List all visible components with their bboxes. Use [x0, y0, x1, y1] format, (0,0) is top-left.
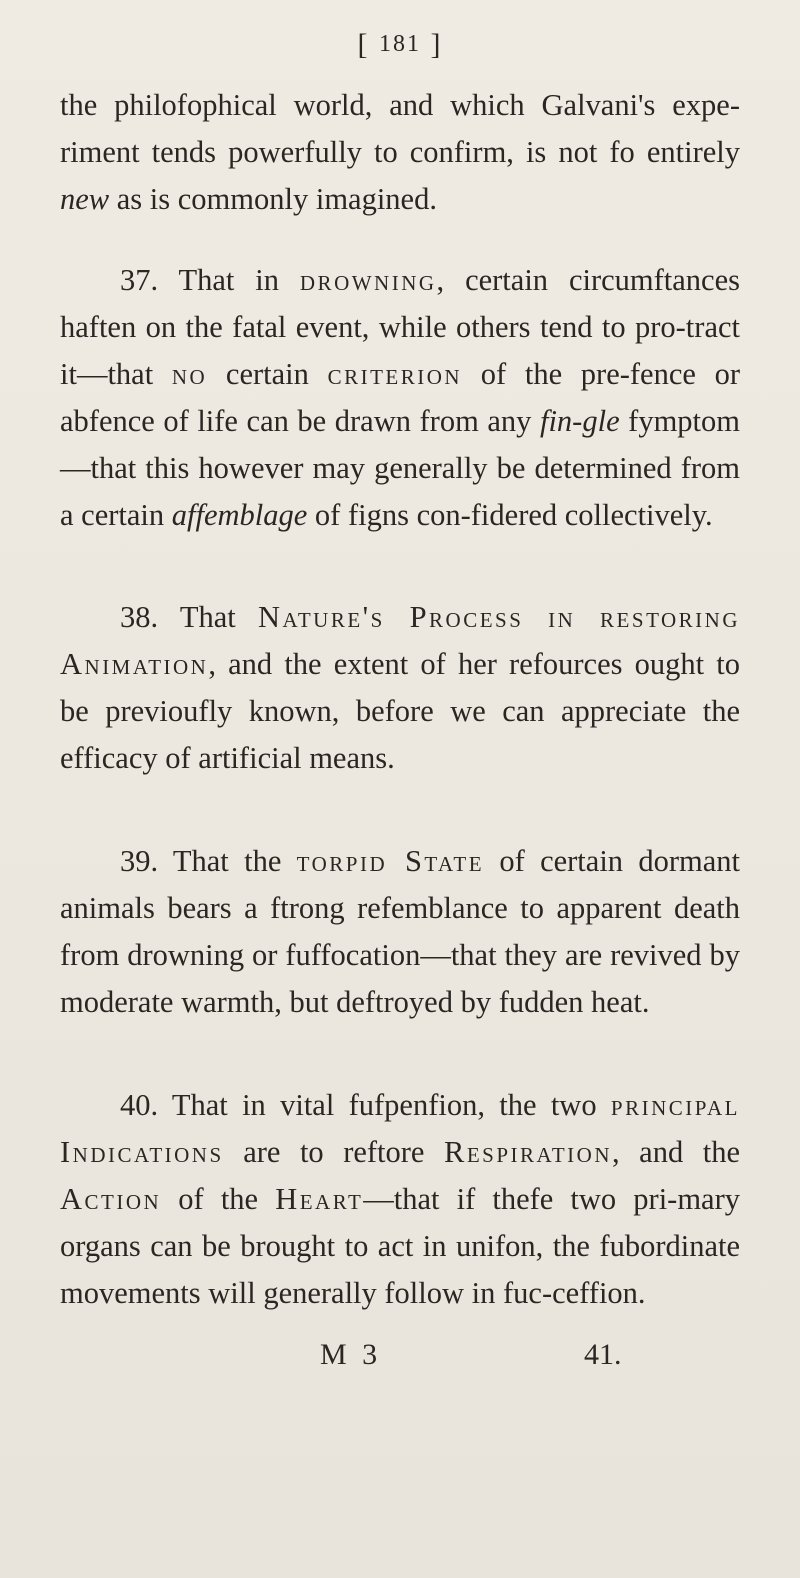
- page-number: 181: [379, 31, 421, 57]
- paragraph-continuation: the philofophical world, and which Galvani's expe-riment tends powerfully to confirm, is not fo entirely new as is commonly imagined.: [60, 88, 740, 216]
- paragraph-39: 39. That the torpid State of certain dormant animals bears a ftrong refemblance to apparent death from drowning or fuffocation—that they are revived by moderate warmth, but deftroyed by fudden heat.: [60, 844, 740, 1019]
- paragraph-38: 38. That Nature's Process in restoring Animation, and the extent of her refources ought to be previoufly known, before we can appreciate the efficacy of artificial means.: [60, 600, 741, 775]
- paragraph-40: 40. That in vital fufpenfion, the two principal Indications are to reftore Respiration, and the Action of the Heart—that if thefe two pri-mary organs can be brought to act in unifon, the fubordinate movements will generally follow in fuc-ceffion.: [60, 1088, 740, 1310]
- signature-mark: M 3: [320, 1338, 382, 1371]
- catchword: 41.: [584, 1338, 622, 1371]
- paragraph-37: 37. That in drowning, certain circumftances haften on the fatal event, while others tend to pro-tract it—that no certain criterion of the pre-fence or abfence of life can be drawn from any fin-gle fymptom—that this however may generally be determined from a certain affemblage of figns con-fidered collectively.: [60, 263, 740, 532]
- page-header: [ 181 ]: [357, 28, 443, 61]
